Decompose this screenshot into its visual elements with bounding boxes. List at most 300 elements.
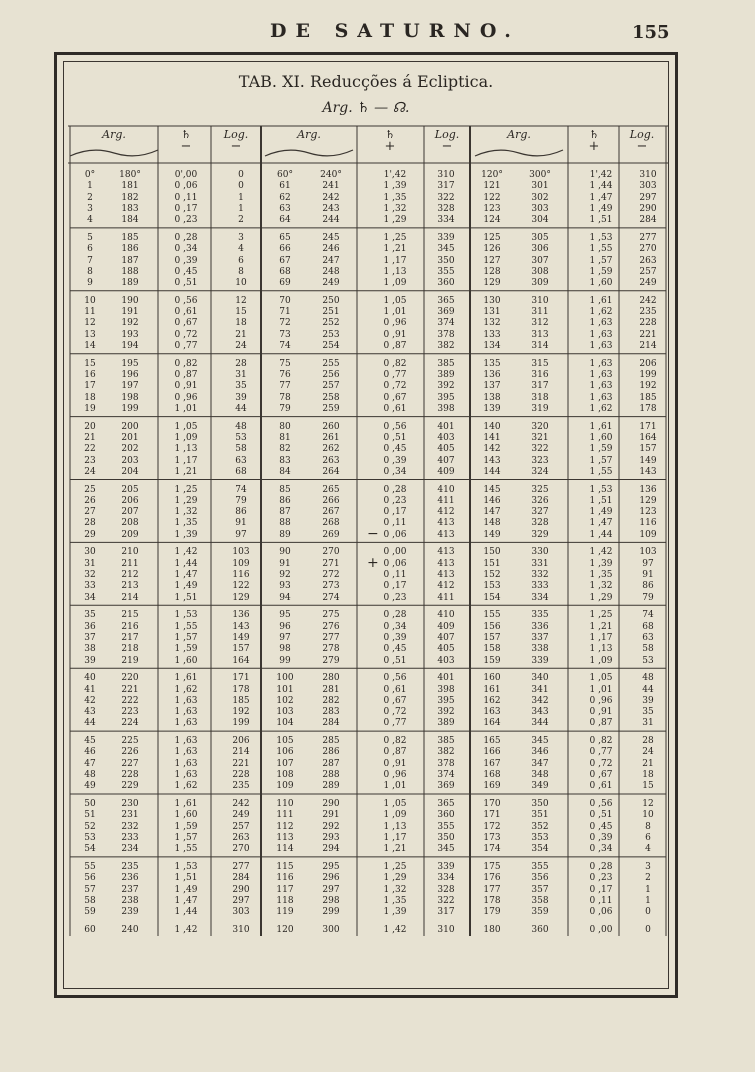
cell-p3-r: 0 ,96	[589, 695, 613, 706]
cell-p2-b: 288	[322, 770, 340, 780]
cell-p2-r: 0 ,96	[383, 770, 407, 780]
cell-p3-r: 0 ,77	[589, 747, 613, 758]
cell-p1-a: 34	[84, 592, 96, 603]
cell-p3-l: 129	[639, 495, 657, 506]
cell-p2-r: 0 ,45	[383, 444, 407, 455]
cell-p3-l: 8	[645, 821, 651, 832]
running-title: DE SATURNO.	[270, 20, 520, 42]
cell-p3-b: 360	[531, 924, 549, 935]
cell-p3-a: 133	[483, 329, 501, 340]
cell-p1-r: 1 ,63	[174, 695, 198, 706]
cell-p2-a: 92	[279, 570, 291, 580]
cell-p1-b: 196	[121, 370, 139, 380]
cell-p2-b: 255	[322, 358, 340, 369]
cell-p2-b: 294	[322, 844, 340, 855]
cell-p2-l: 355	[437, 821, 455, 832]
cell-p3-a: 140	[483, 421, 501, 432]
cell-p3-r: 1 ,49	[589, 507, 613, 518]
cell-p1-l: 10	[235, 278, 247, 289]
cell-p1-l: 206	[232, 736, 250, 747]
cell-p3-r: 0 ,67	[589, 770, 613, 780]
cell-p3-l: 214	[639, 341, 657, 351]
cell-p1-l: 97	[235, 529, 247, 540]
cell-p2-a: 119	[276, 907, 294, 918]
cell-p1-r: 0 ,96	[174, 392, 198, 403]
cell-p1-r: 0 ,39	[174, 255, 198, 266]
cell-p1-l: 12	[235, 295, 247, 306]
cell-p2-l: 405	[437, 444, 455, 455]
cell-p1-l: 4	[238, 244, 244, 255]
cell-p1-a: 57	[84, 884, 96, 895]
cell-p3-b: 310	[531, 295, 549, 306]
cell-p3-l: 257	[639, 266, 657, 277]
cell-p1-b: 193	[121, 329, 139, 340]
cell-p1-l: 249	[232, 810, 250, 821]
cell-p2-l: 374	[437, 770, 455, 780]
cell-p3-b: 357	[531, 884, 549, 895]
cell-p3-l: 270	[639, 244, 657, 255]
cell-p3-a: 159	[483, 655, 501, 666]
cell-p3-b: 311	[531, 307, 549, 318]
cell-p2-r: 0 ,39	[383, 455, 407, 466]
cell-p1-a: 15	[84, 358, 96, 369]
cell-p3-b: 322	[531, 444, 549, 455]
cell-p1-a: 5	[87, 232, 93, 243]
cell-p1-b: 183	[121, 203, 139, 214]
cell-p1-a: 42	[84, 695, 96, 706]
cell-p2-r: 1 ,17	[383, 255, 407, 266]
cell-p3-r: 0 ,28	[589, 861, 613, 872]
cell-p2-r: 0 ,72	[383, 381, 407, 392]
cell-p2-b: 260	[322, 421, 340, 432]
col-header-label: Log.	[223, 128, 249, 141]
cell-p1-b: 216	[121, 621, 139, 632]
cell-p2-l: 395	[437, 392, 455, 403]
cell-p2-l: 407	[437, 632, 455, 643]
cell-p3-l: 35	[642, 707, 654, 718]
cell-p2-a: 64	[279, 215, 291, 226]
col-header-sign: +	[384, 139, 396, 154]
cell-p3-a: 156	[483, 621, 501, 632]
cell-p1-r: 1 ,63	[174, 758, 198, 769]
cell-p2-a: 75	[279, 358, 291, 369]
cell-p1-a: 21	[84, 432, 96, 443]
cell-p3-l: 242	[639, 295, 657, 306]
cell-p1-l: 235	[232, 781, 250, 792]
cell-p2-r: 0 ,28	[383, 610, 407, 621]
cell-p3-l: 310	[639, 170, 657, 180]
cell-p1-b: 190	[121, 295, 139, 306]
cell-p3-r: 1 ,57	[589, 255, 613, 266]
cell-p3-a: 145	[483, 484, 501, 495]
cell-p3-r: 0 ,39	[589, 832, 613, 843]
cell-p3-b: 339	[531, 655, 549, 666]
cell-p2-a: 63	[279, 203, 291, 214]
cell-p2-b: 280	[322, 673, 340, 684]
cell-p2-a: 109	[276, 781, 294, 792]
cell-p2-l: 411	[437, 592, 455, 603]
cell-p1-r: 1 ,47	[174, 570, 198, 580]
cell-p2-b: 298	[322, 895, 340, 906]
cell-p3-r: 1 ,62	[589, 307, 613, 318]
cell-p1-b: 233	[121, 832, 139, 843]
cell-p1-l: 116	[232, 570, 250, 580]
cell-p2-l: 385	[437, 358, 455, 369]
cell-p1-b: 209	[121, 529, 139, 540]
cell-p2-b: 287	[322, 758, 340, 769]
cell-p1-a: 19	[84, 403, 96, 414]
cell-p2-b: 291	[322, 810, 340, 821]
cell-p3-r: 1 ,51	[589, 215, 613, 226]
cell-p1-a: 36	[84, 621, 96, 632]
cell-p2-a: 116	[276, 873, 294, 884]
cell-p3-l: 249	[639, 278, 657, 289]
cell-p2-r: 0 ,51	[383, 655, 407, 666]
cell-p3-a: 165	[483, 736, 501, 747]
cell-p1-l: 185	[232, 695, 250, 706]
cell-p1-l: 63	[235, 455, 247, 466]
cell-p3-l: 28	[642, 736, 654, 747]
cell-p3-a: 147	[483, 507, 501, 518]
cell-p1-b: 214	[121, 592, 139, 603]
cell-p3-a: 143	[483, 455, 501, 466]
cell-p2-l: 392	[437, 707, 455, 718]
cell-p2-l: 334	[437, 215, 455, 226]
cell-p3-r: 1 ,63	[589, 318, 613, 329]
cell-p3-r: 1 ,49	[589, 203, 613, 214]
cell-p3-a: 121	[483, 181, 501, 192]
cell-p1-b: 203	[121, 455, 139, 466]
cell-p1-r: 1 ,21	[174, 466, 198, 477]
cell-p2-l: 310	[437, 924, 455, 935]
cell-p3-l: 39	[642, 695, 654, 706]
cell-p1-a: 20	[84, 421, 96, 432]
cell-p3-b: 355	[531, 861, 549, 872]
cell-p1-l: 257	[232, 821, 250, 832]
cell-p3-a: 161	[483, 684, 501, 695]
cell-p1-r: 1 ,47	[174, 895, 198, 906]
cell-p1-b: 198	[121, 392, 139, 403]
cell-p3-l: 171	[639, 421, 657, 432]
cell-p3-r: 1 ,63	[589, 370, 613, 380]
cell-p2-l: 413	[437, 558, 455, 569]
cell-p1-l: 290	[232, 884, 250, 895]
cell-p3-b: 349	[531, 781, 549, 792]
cell-p1-b: 221	[121, 684, 139, 695]
cell-p2-r: 1 ,35	[383, 895, 407, 906]
cell-p3-b: 300°	[529, 170, 551, 180]
col-header-label: Log.	[434, 128, 460, 141]
cell-p1-a: 52	[84, 821, 96, 832]
cell-p2-a: 76	[279, 370, 291, 380]
cell-p1-b: 195	[121, 358, 139, 369]
cell-p3-b: 330	[531, 547, 549, 558]
col-header-log-5	[417, 128, 477, 164]
cell-p3-b: 351	[531, 810, 549, 821]
cell-p2-l: 374	[437, 318, 455, 329]
cell-p2-a: 108	[276, 770, 294, 780]
cell-p2-b: 300	[322, 924, 340, 935]
cell-p1-a: 51	[84, 810, 96, 821]
cell-p3-l: 1	[645, 895, 651, 906]
cell-p3-l: 103	[639, 547, 657, 558]
cell-p3-b: 320	[531, 421, 549, 432]
cell-p3-a: 131	[483, 307, 501, 318]
cell-p2-b: 270	[322, 547, 340, 558]
cell-p3-b: 345	[531, 736, 549, 747]
cell-p2-a: 120	[276, 924, 294, 935]
cell-p1-r: 1 ,59	[174, 644, 198, 655]
cell-p1-r: 1 ,42	[174, 924, 198, 935]
cell-p2-r: 0 ,82	[383, 358, 407, 369]
cell-p3-r: 1 ,63	[589, 381, 613, 392]
col-header-label: Arg.	[102, 128, 126, 141]
cell-p1-r: 1 ,59	[174, 821, 198, 832]
cell-p1-l: 129	[232, 592, 250, 603]
cell-p3-l: 185	[639, 392, 657, 403]
cell-p1-r: 1 ,51	[174, 873, 198, 884]
cell-p2-a: 73	[279, 329, 291, 340]
col-header-log-2	[206, 128, 266, 164]
cell-p2-r: 1 ,42	[383, 924, 407, 935]
cell-p2-r: 1 ,29	[383, 873, 407, 884]
cell-p2-l: 369	[437, 781, 455, 792]
cell-p3-b: 348	[531, 770, 549, 780]
cell-p1-a: 48	[84, 770, 96, 780]
cell-p2-l: 322	[437, 192, 455, 203]
cell-p2-r: 0 ,34	[383, 621, 407, 632]
cell-p2-r: 1 ,13	[383, 821, 407, 832]
cell-p3-a: 168	[483, 770, 501, 780]
cell-p2-b: 278	[322, 644, 340, 655]
cell-p1-b: 220	[121, 673, 139, 684]
cell-p3-r: 1 ,39	[589, 558, 613, 569]
cell-p2-a: 69	[279, 278, 291, 289]
cell-p1-a: 45	[84, 736, 96, 747]
cell-p2-b: 293	[322, 832, 340, 843]
cell-p2-l: 389	[437, 718, 455, 729]
cell-p1-r: 1 ,63	[174, 770, 198, 780]
cell-p2-l: 410	[437, 484, 455, 495]
cell-p2-b: 297	[322, 884, 340, 895]
cell-p3-l: 263	[639, 255, 657, 266]
cell-p2-l: 317	[437, 181, 455, 192]
cell-p2-a: 90	[279, 547, 291, 558]
cell-p3-b: 317	[531, 381, 549, 392]
cell-p1-l: 136	[232, 610, 250, 621]
cell-p1-r: 1 ,63	[174, 707, 198, 718]
cell-p1-r: 0 ,06	[174, 181, 198, 192]
cell-p1-a: 30	[84, 547, 96, 558]
cell-p3-l: 157	[639, 444, 657, 455]
cell-p3-r: 1 ,61	[589, 421, 613, 432]
cell-p2-l: 360	[437, 810, 455, 821]
cell-p1-l: 0	[238, 181, 244, 192]
cell-p2-l: 413	[437, 570, 455, 580]
cell-p3-b: 304	[531, 215, 549, 226]
cell-p3-b: 353	[531, 832, 549, 843]
table-title: TAB. XI. Reducções á Ecliptica.	[238, 72, 494, 91]
cell-p3-a: 169	[483, 781, 501, 792]
cell-p2-b: 261	[322, 432, 340, 443]
cell-p3-l: 4	[645, 844, 651, 855]
cell-p1-r: 1 ,63	[174, 718, 198, 729]
cell-p1-r: 1 ,55	[174, 844, 198, 855]
cell-p3-a: 135	[483, 358, 501, 369]
cell-p3-r: 1 ,17	[589, 632, 613, 643]
cell-p1-a: 7	[87, 255, 93, 266]
cell-p1-l: 18	[235, 318, 247, 329]
cell-p2-a: 117	[276, 884, 294, 895]
cell-p3-a: 124	[483, 215, 501, 226]
cell-p3-l: 31	[642, 718, 654, 729]
cell-p1-a: 4	[87, 215, 93, 226]
cell-p3-l: 192	[639, 381, 657, 392]
cell-p2-r: 0 ,00	[383, 547, 407, 558]
cell-p3-l: 290	[639, 203, 657, 214]
cell-p3-l: 91	[642, 570, 654, 580]
cell-p1-a: 1	[87, 181, 93, 192]
cell-p3-l: 199	[639, 370, 657, 380]
cell-p1-a: 53	[84, 832, 96, 843]
cell-p3-b: 306	[531, 244, 549, 255]
cell-p2-b: 281	[322, 684, 340, 695]
cell-p2-a: 60°	[277, 170, 293, 180]
cell-p1-b: 212	[121, 570, 139, 580]
cell-p3-r: 0 ,56	[589, 799, 613, 809]
cell-p2-b: 275	[322, 610, 340, 621]
cell-p3-l: 164	[639, 432, 657, 443]
cell-p1-r: 1 ,57	[174, 632, 198, 643]
cell-p1-l: 303	[232, 907, 250, 918]
cell-p3-l: 143	[639, 466, 657, 477]
cell-p2-r: 0 ,77	[383, 718, 407, 729]
cell-p3-l: 178	[639, 403, 657, 414]
cell-p3-l: 12	[642, 799, 654, 809]
cell-p3-a: 176	[483, 873, 501, 884]
cell-p1-b: 185	[121, 232, 139, 243]
cell-p1-r: 1 ,49	[174, 884, 198, 895]
cell-p3-a: 127	[483, 255, 501, 266]
cell-p3-l: 6	[645, 832, 651, 843]
cell-p3-l: 24	[642, 747, 654, 758]
sign-plus: +	[367, 554, 379, 571]
cell-p2-l: 365	[437, 799, 455, 809]
cell-p2-r: 0 ,91	[383, 758, 407, 769]
cell-p2-b: 265	[322, 484, 340, 495]
cell-p3-l: 206	[639, 358, 657, 369]
cell-p2-l: 310	[437, 170, 455, 180]
cell-p3-a: 126	[483, 244, 501, 255]
cell-p2-r: 1 ,39	[383, 181, 407, 192]
cell-p3-a: 142	[483, 444, 501, 455]
cell-p1-r: 1 ,09	[174, 432, 198, 443]
cell-p1-b: 238	[121, 895, 139, 906]
cell-p3-a: 137	[483, 381, 501, 392]
cell-p1-b: 210	[121, 547, 139, 558]
cell-p3-l: 63	[642, 632, 654, 643]
cell-p2-a: 66	[279, 244, 291, 255]
cell-p2-b: 254	[322, 341, 340, 351]
cell-p3-r: 0 ,45	[589, 821, 613, 832]
cell-p2-b: 259	[322, 403, 340, 414]
cell-p3-b: 336	[531, 621, 549, 632]
cell-p3-a: 123	[483, 203, 501, 214]
cell-p3-r: 1 ,47	[589, 518, 613, 529]
cell-p3-l: 123	[639, 507, 657, 518]
cell-p1-a: 49	[84, 781, 96, 792]
cell-p2-a: 67	[279, 255, 291, 266]
cell-p2-a: 113	[276, 832, 294, 843]
cell-p2-r: 1 ,05	[383, 295, 407, 306]
cell-p2-b: 269	[322, 529, 340, 540]
cell-p1-a: 59	[84, 907, 96, 918]
cell-p2-a: 93	[279, 581, 291, 592]
cell-p1-b: 225	[121, 736, 139, 747]
cell-p2-b: 264	[322, 466, 340, 477]
cell-p3-b: 313	[531, 329, 549, 340]
cell-p3-b: 302	[531, 192, 549, 203]
cell-p3-a: 171	[483, 810, 501, 821]
cell-p3-l: 3	[645, 861, 651, 872]
cell-p2-a: 104	[276, 718, 294, 729]
cell-p1-r: 1 ,32	[174, 507, 198, 518]
cell-p1-r: 0 ,23	[174, 215, 198, 226]
cell-p2-l: 360	[437, 278, 455, 289]
cell-p2-a: 115	[276, 861, 294, 872]
cell-p2-l: 322	[437, 895, 455, 906]
cell-p3-l: 228	[639, 318, 657, 329]
cell-p2-r: 0 ,23	[383, 495, 407, 506]
cell-p2-a: 100	[276, 673, 294, 684]
cell-p3-r: 1 ,63	[589, 341, 613, 351]
cell-p3-a: 125	[483, 232, 501, 243]
cell-p1-b: 239	[121, 907, 139, 918]
cell-p3-b: 340	[531, 673, 549, 684]
col-header-sign: −	[230, 139, 242, 154]
cell-p1-a: 13	[84, 329, 96, 340]
cell-p3-l: 284	[639, 215, 657, 226]
cell-p2-l: 345	[437, 244, 455, 255]
cell-p2-b: 253	[322, 329, 340, 340]
cell-p1-a: 16	[84, 370, 96, 380]
col-header-label: Arg.	[297, 128, 321, 141]
cell-p2-r: 0 ,56	[383, 673, 407, 684]
cell-p2-b: 274	[322, 592, 340, 603]
cell-p1-l: 1	[238, 203, 244, 214]
cell-p1-r: 0 ,17	[174, 203, 198, 214]
cell-p1-l: 68	[235, 466, 247, 477]
cell-p1-b: 236	[121, 873, 139, 884]
cell-p3-l: 2	[645, 873, 651, 884]
cell-p1-b: 215	[121, 610, 139, 621]
cell-p3-l: 303	[639, 181, 657, 192]
cell-p2-b: 243	[322, 203, 340, 214]
cell-p2-l: 413	[437, 518, 455, 529]
cell-p1-l: 91	[235, 518, 247, 529]
cell-p1-l: 86	[235, 507, 247, 518]
cell-p1-a: 28	[84, 518, 96, 529]
cell-p3-r: 0 ,17	[589, 884, 613, 895]
cell-p1-b: 206	[121, 495, 139, 506]
cell-p3-l: 221	[639, 329, 657, 340]
cell-p3-b: 324	[531, 466, 549, 477]
cell-p3-l: 58	[642, 644, 654, 655]
cell-p3-l: 0	[645, 924, 651, 935]
cell-p2-l: 401	[437, 421, 455, 432]
cell-p1-r: 1 ,55	[174, 621, 198, 632]
cell-p1-b: 237	[121, 884, 139, 895]
